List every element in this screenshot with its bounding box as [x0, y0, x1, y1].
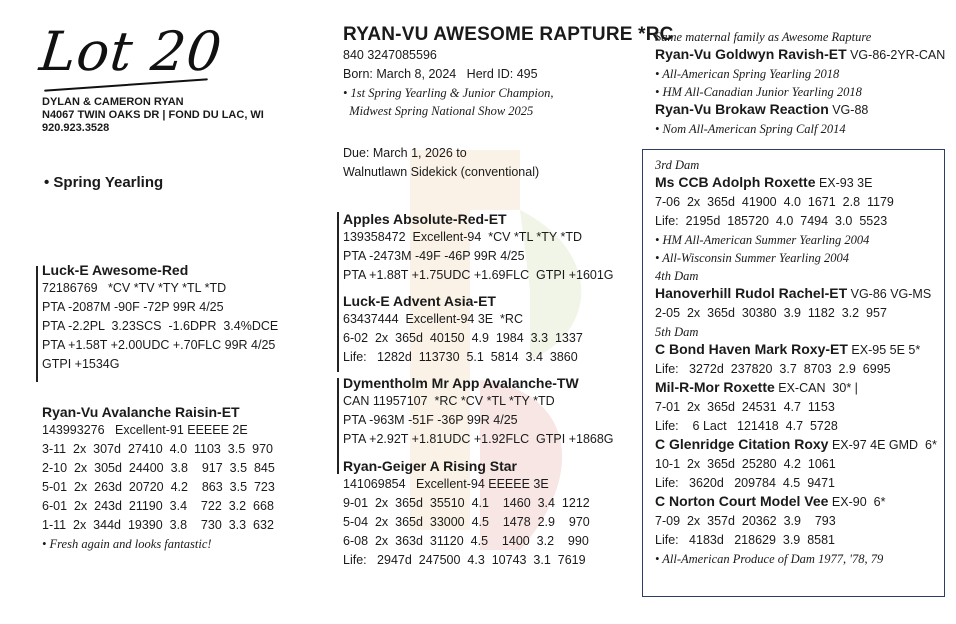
dam5-score: EX-95 5E 5* [847, 343, 921, 357]
dam-of-sire-name: Luck-E Advent Asia-ET [343, 293, 496, 309]
service-sire: Walnutlawn Sidekick (conventional) [343, 165, 540, 179]
relative-score: VG-88 [828, 103, 869, 117]
dam-line: 2-10 2x 305d 24400 3.8 917 3.5 845 [42, 461, 275, 475]
sire-of-sire-block [343, 211, 614, 285]
dam5-label: 5th Dam [655, 325, 699, 339]
animal-name: RYAN-VU AWESOME RAPTURE *RC [343, 24, 674, 45]
granddam-block [343, 458, 590, 570]
dam5-name: C Bond Haven Mark Roxy-ET [655, 341, 848, 357]
sire-of-dam-line: CAN 11957107 *RC *CV *TL *TY *TD [343, 394, 555, 408]
sire-line: 72186769 *CV *TV *TY *TL *TD [42, 281, 227, 295]
sire-line: PTA -2087M -90F -72P 99R 4/25 [42, 300, 224, 314]
animal-header [343, 24, 674, 120]
middle-bracket-top [337, 212, 339, 372]
sire-of-dam-line: PTA -963M -51F -36P 99R 4/25 [343, 413, 518, 427]
dam3-line: 7-06 2x 365d 41900 4.0 1671 2.8 1179 [655, 195, 894, 209]
owner-name: DYLAN & CAMERON RYAN [42, 96, 184, 108]
dam6-line: 7-01 2x 365d 24531 4.7 1153 [655, 400, 835, 414]
sire-of-sire-line: PTA -2473M -49F -46P 99R 4/25 [343, 249, 525, 263]
dam3-line: Life: 2195d 185720 4.0 7494 3.0 5523 [655, 214, 888, 228]
dam-of-sire-line: 6-02 2x 365d 40150 4.9 1984 3.3 1337 [343, 331, 583, 345]
sire-line: PTA -2.2PL 3.23SCS -1.6DPR 3.4%DCE [42, 319, 279, 333]
sire-line: PTA +1.58T +2.00UDC +.70FLC 99R 4/25 [42, 338, 276, 352]
animal-award: • 1st Spring Yearling & Junior Champion, [343, 86, 554, 100]
sire-of-dam-line: PTA +2.92T +1.81UDC +1.92FLC GTPI +1868G [343, 432, 614, 446]
granddam-line: 5-04 2x 365d 33000 4.5 1478 2.9 970 [343, 515, 590, 529]
dam-line: 143993276 Excellent-91 EEEEE 2E [42, 423, 248, 437]
dam3-award: • HM All-American Summer Yearling 2004 [655, 233, 870, 247]
sire-of-sire-line: PTA +1.88T +1.75UDC +1.69FLC GTPI +1601G [343, 268, 614, 282]
lot-title: Lot 20 [36, 20, 226, 83]
dam8-line: 7-09 2x 357d 20362 3.9 793 [655, 514, 836, 528]
sire-name: Luck-E Awesome-Red [42, 262, 189, 278]
dam3-score: EX-93 3E [815, 176, 873, 190]
relative-award: • HM All-Canadian Junior Yearling 2018 [655, 85, 862, 99]
sire-of-sire-line: 139358472 Excellent-94 *CV *TL *TY *TD [343, 230, 583, 244]
relative-name: Ryan-Vu Brokaw Reaction [655, 101, 829, 117]
owner-phone: 920.923.3528 [42, 122, 110, 134]
animal-born: Born: March 8, 2024 Herd ID: 495 [343, 67, 538, 81]
dam-line: 6-01 2x 243d 21190 3.4 722 3.2 668 [42, 499, 274, 513]
relative-award: • Nom All-American Spring Calf 2014 [655, 122, 846, 136]
middle-bracket-bottom [337, 378, 339, 474]
relative-award: • All-American Spring Yearling 2018 [655, 67, 840, 81]
granddam-name: Ryan-Geiger A Rising Star [343, 458, 518, 474]
dam-line: 3-11 2x 307d 27410 4.0 1103 3.5 970 [42, 442, 273, 456]
dam8-score: EX-90 6* [828, 495, 886, 509]
dam5-line: Life: 3272d 237820 3.7 8703 2.9 6995 [655, 362, 891, 376]
owner-address: N4067 TWIN OAKS DR | FOND DU LAC, WI [42, 109, 264, 121]
dam-name: Ryan-Vu Avalanche Raisin-ET [42, 404, 240, 420]
dam3-label: 3rd Dam [655, 158, 700, 172]
dam-of-sire-line: 63437444 Excellent-94 3E *RC [343, 312, 523, 326]
maternal-line [655, 156, 937, 568]
due-block [343, 144, 539, 182]
granddam-line: 141069854 Excellent-94 EEEEE 3E [343, 477, 549, 491]
sire-bracket [36, 266, 38, 382]
granddam-line: Life: 2947d 247500 4.3 10743 3.1 7619 [343, 553, 586, 567]
dam4-score: VG-86 VG-MS [847, 287, 932, 301]
dam6-line: Life: 6 Lact 121418 4.7 5728 [655, 419, 838, 433]
dam-block [42, 404, 275, 553]
dam3-award: • All-Wisconsin Summer Yearling 2004 [655, 251, 849, 265]
granddam-line: 9-01 2x 365d 35510 4.1 1460 3.4 1212 [343, 496, 590, 510]
sire-of-sire-name: Apples Absolute-Red-ET [343, 211, 507, 227]
owner-block [42, 96, 264, 135]
granddam-line: 6-08 2x 363d 31120 4.5 1400 3.2 990 [343, 534, 589, 548]
dam6-score: EX-CAN 30* | [774, 381, 858, 395]
dam-note: • Fresh again and looks fantastic! [42, 537, 212, 551]
animal-id: 840 3247085596 [343, 48, 437, 62]
dam7-line: Life: 3620d 209784 4.5 9471 [655, 476, 836, 490]
dam-of-sire-line: Life: 1282d 113730 5.1 5814 3.4 3860 [343, 350, 578, 364]
dam7-line: 10-1 2x 365d 25280 4.2 1061 [655, 457, 836, 471]
category-label: • Spring Yearling [44, 174, 164, 191]
family-note: Same maternal family as Awesome Rapture [655, 30, 872, 44]
dam7-name: C Glenridge Citation Roxy [655, 436, 829, 452]
relative-score: VG-86-2YR-CAN [846, 48, 946, 62]
sire-line: GTPI +1534G [42, 357, 120, 371]
family-block [655, 28, 945, 138]
dam4-label: 4th Dam [655, 269, 699, 283]
relative-name: Ryan-Vu Goldwyn Ravish-ET [655, 46, 847, 62]
due-date: Due: March 1, 2026 to [343, 146, 467, 160]
sire-of-dam-block [343, 375, 614, 449]
sire-of-dam-name: Dymentholm Mr App Avalanche-TW [343, 375, 579, 391]
dam8-award: • All-American Produce of Dam 1977, '78, 79 [655, 552, 884, 566]
dam8-name: C Norton Court Model Vee [655, 493, 829, 509]
animal-award: Midwest Spring National Show 2025 [343, 104, 534, 118]
dam8-line: Life: 4183d 218629 3.9 8581 [655, 533, 836, 547]
dam-of-sire-block [343, 293, 583, 367]
dam3-name: Ms CCB Adolph Roxette [655, 174, 816, 190]
sire-block [42, 262, 278, 374]
dam4-line: 2-05 2x 365d 30380 3.9 1182 3.2 957 [655, 306, 887, 320]
dam4-name: Hanoverhill Rudol Rachel-ET [655, 285, 848, 301]
dam-line: 1-11 2x 344d 19390 3.8 730 3.3 632 [42, 518, 274, 532]
dam6-name: Mil-R-Mor Roxette [655, 379, 775, 395]
dam7-score: EX-97 4E GMD 6* [828, 438, 937, 452]
dam-line: 5-01 2x 263d 20720 4.2 863 3.5 723 [42, 480, 275, 494]
